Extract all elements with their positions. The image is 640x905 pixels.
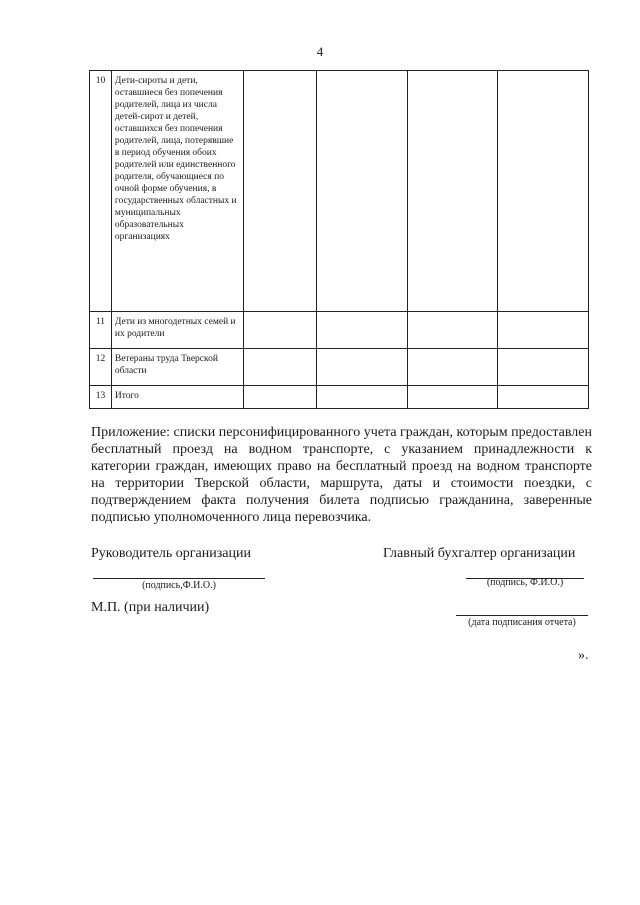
empty-cell — [498, 312, 589, 349]
closing-quote: ». — [578, 648, 589, 663]
page-number: 4 — [316, 44, 324, 59]
table-row — [90, 71, 589, 312]
head-signature-caption: (подпись,Ф.И.О.) — [142, 580, 216, 591]
empty-cell — [243, 312, 316, 349]
empty-cell — [316, 349, 407, 386]
table-row — [90, 349, 589, 386]
head-signature-line — [93, 578, 265, 579]
row-number: 12 — [90, 349, 112, 386]
row-category: Ветераны труда Тверской области — [111, 349, 243, 386]
row-number: 13 — [90, 386, 112, 409]
appendix-paragraph: Приложение: списки персонифицированного учета граждан, которым предоставлен бесплатный проезд на водном транспорте, с указанием принадлежности к категории граждан, имеющих право на бесплатный проезд на водном транспорте на территории Тверской области, маршрута, даты и стоимости поездки, с подтверждением факта получения билета подписью гражданина, заверенные подписью уполномоченного лица перевозчика. — [91, 425, 592, 525]
empty-cell — [407, 349, 498, 386]
empty-cell — [498, 349, 589, 386]
date-signature-caption: (дата подписания отчета) — [468, 617, 576, 628]
seal-note: М.П. (при наличии) — [91, 600, 210, 615]
head-signature-title: Руководитель организации — [91, 546, 251, 561]
empty-cell — [243, 349, 316, 386]
empty-cell — [498, 71, 589, 312]
empty-cell — [316, 71, 407, 312]
empty-cell — [243, 386, 316, 409]
empty-cell — [316, 312, 407, 349]
row-category: Дети-сироты и дети, оставшиеся без попечения родителей, лица из числа детей-сирот и детей, оставшихся без попечения родителей, лица, потерявшие в период обучения обоих родителей или единственного родителя, обучающиеся по очной форме обучения, в государственных областных и муниципальных образовательных организациях — [111, 71, 243, 312]
row-number: 10 — [90, 71, 112, 312]
date-signature-line — [456, 615, 588, 616]
empty-cell — [407, 71, 498, 312]
table-row — [90, 312, 589, 349]
empty-cell — [498, 386, 589, 409]
row-number: 11 — [90, 312, 112, 349]
empty-cell — [316, 386, 407, 409]
empty-cell — [407, 312, 498, 349]
report-table — [89, 70, 589, 409]
accountant-signature-caption: (подпись, Ф.И.О.) — [486, 577, 564, 588]
row-category: Дети из многодетных семей и их родители — [111, 312, 243, 349]
accountant-signature-title: Главный бухгалтер организации — [383, 546, 576, 561]
empty-cell — [243, 71, 316, 312]
table-row — [90, 386, 589, 409]
row-category: Итого — [111, 386, 243, 409]
empty-cell — [407, 386, 498, 409]
